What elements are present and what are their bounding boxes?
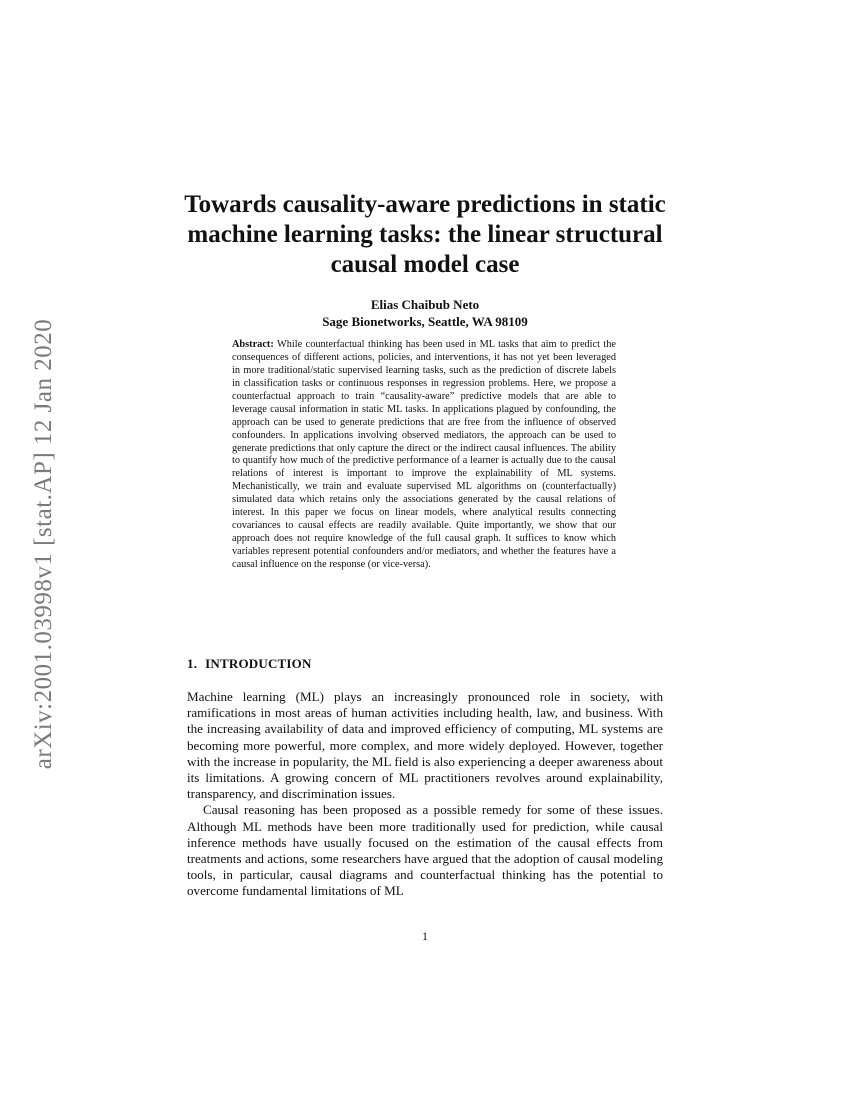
author-affiliation: Sage Bionetworks, Seattle, WA 98109 — [322, 314, 528, 329]
arxiv-identifier: arXiv:2001.03998v1 [stat.AP] 12 Jan 2020 — [30, 318, 57, 770]
author-name: Elias Chaibub Neto — [370, 297, 480, 312]
abstract — [232, 339, 616, 572]
paper-title: Towards causality-aware predictions in static machine learning tasks: the linear structural causal model case — [184, 191, 666, 278]
author-block — [170, 296, 680, 330]
page-number: 1 — [422, 929, 428, 943]
intro-paragraph-2: Causal reasoning has been proposed as a possible remedy for some of these issues. Although ML methods have been more traditionally used for prediction, while causal inference methods have usually focused on the estimation of the causal effects from treatments and actions, some researchers have argued that the adoption of causal modeling tools, in particular, causal diagrams and counterfactual thinking has the potential to overcome fundamental limitations of ML — [187, 802, 663, 899]
abstract-label: Abstract: — [232, 339, 274, 350]
intro-paragraph-1: Machine learning (ML) plays an increasingly pronounced role in society, with ramifications in most areas of human activities including health, law, and business. With the increasing availability of data and improved efficiency of computing, ML systems are becoming more powerful, more complex, and more widely deployed. However, together with the increase in popularity, the ML field is also experiencing a deeper awareness about its limitations. A growing concern of ML practitioners revolves around explainability, transparency, and discrimination issues. — [187, 689, 663, 802]
section-title: INTRODUCTION — [205, 656, 312, 671]
section-heading-introduction — [187, 656, 312, 672]
introduction-body — [187, 689, 663, 900]
abstract-text: While counterfactual thinking has been used in ML tasks that aim to predict the consequences of different actions, policies, and interventions, it has not yet been leveraged in more traditional/static supervised learning tasks, such as the prediction of discrete labels in classification tasks or continuous responses in regression problems. Here, we propose a counterfactual approach to train “causality-aware” predictive models that are able to leverage causal information in static ML tasks. In applications plagued by confounding, the approach can be used to generate predictions that are free from the influence of observed confounders. In applications involving observed mediators, the approach can be used to generate predictions that only capture the direct or the indirect causal influences. The ability to quantify how much of the predictive performance of a learner is actually due to the causal relations of interest is important to improve the explainability of ML systems. Mechanistically, we train and evaluate supervised ML algorithms on (counterfactually) simulated data which retains only the associations generated by the causal relations of interest. In this paper we focus on linear models, where analytical results connecting covariances to causal effects are readily available. Quite importantly, we show that our approach does not require knowledge of the full causal graph. It suffices to know which variables represent potential confounders and/or mediators, and whether the features have a causal influence on the response (or vice-versa). — [232, 339, 616, 570]
section-number: 1. — [187, 656, 198, 671]
